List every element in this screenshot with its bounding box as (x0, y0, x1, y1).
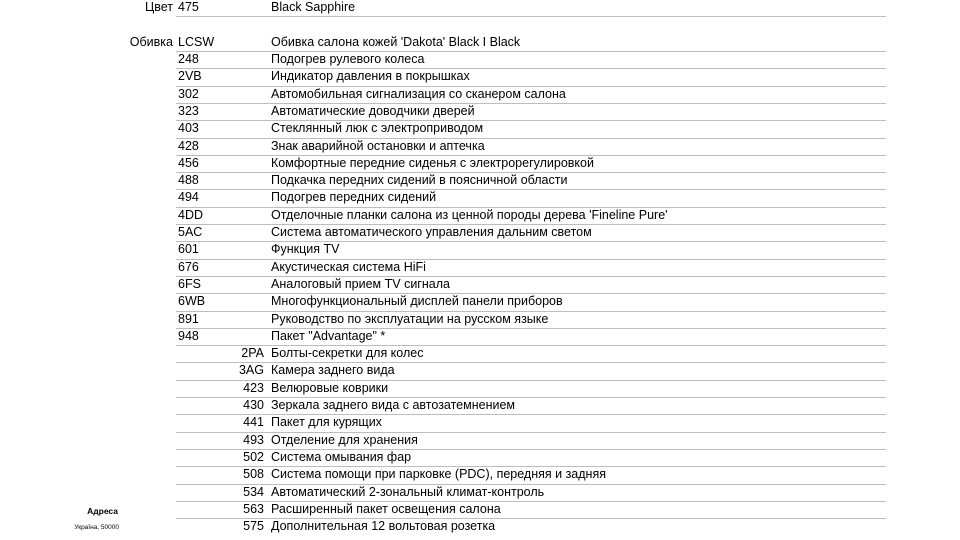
option-code: 4DD (178, 207, 204, 222)
option-code: 456 (178, 155, 199, 170)
package-item-row (0, 485, 960, 502)
package-item-row (0, 502, 960, 519)
option-desc: Комфортные передние сиденья с электрорегулировкой (271, 155, 594, 170)
option-desc: Автомобильная сигнализация со сканером салона (271, 86, 566, 101)
color-desc: Black Sapphire (271, 0, 356, 14)
package-item-row (0, 398, 960, 415)
package-item-desc: Зеркала заднего вида с автозатемнением (271, 398, 516, 412)
package-item-row (0, 433, 960, 450)
package-item-desc: Автоматический 2-зональный климат-контроль (271, 484, 545, 499)
color-label: Цвет (144, 0, 173, 14)
package-item-row (0, 467, 960, 484)
package-item-code: 575 (243, 519, 264, 534)
option-row (0, 139, 960, 156)
option-desc: Стеклянный люк с электроприводом (271, 121, 484, 136)
option-desc: Функция TV (271, 242, 340, 257)
option-code: 403 (178, 121, 199, 136)
package-item-code: 3AG (238, 363, 264, 378)
option-code: 6FS (178, 276, 201, 291)
package-item-code: 441 (243, 415, 264, 430)
option-desc: Акустическая система HiFi (271, 259, 426, 274)
option-code: 676 (178, 259, 199, 274)
option-code: 6WB (178, 294, 206, 309)
package-item-desc: Пакет для курящих (271, 415, 382, 430)
option-code: 5AC (178, 225, 203, 239)
upholstery-row (0, 35, 960, 52)
option-code: 601 (178, 242, 199, 257)
package-item-desc: Дополнительная 12 вольтовая розетка (271, 519, 496, 534)
option-row (0, 208, 960, 225)
option-code: 248 (178, 52, 199, 66)
option-row (0, 312, 960, 329)
option-desc: Система автоматического управления дальним светом (271, 225, 592, 239)
option-code: 891 (178, 311, 199, 326)
option-code: 2VB (178, 69, 202, 84)
address-title: Адреса (87, 506, 118, 516)
option-desc: Подкачка передних сидений в поясничной области (271, 173, 568, 188)
package-item-desc: Отделение для хранения (271, 432, 418, 447)
package-item-code: 2PA (241, 346, 264, 361)
package-item-code: 502 (243, 449, 264, 464)
package-item-row (0, 415, 960, 432)
package-item-code: 508 (243, 467, 264, 482)
option-desc: Индикатор давления в покрышках (271, 69, 470, 84)
package-item-desc: Болты-секретки для колес (271, 346, 424, 361)
package-item-desc: Система омывания фар (271, 449, 412, 464)
package-item-code: 423 (243, 380, 264, 395)
package-item-code: 493 (243, 432, 264, 447)
upholstery-code: LCSW (178, 35, 215, 49)
option-row (0, 87, 960, 104)
address-line: Україна, 50000 (74, 524, 119, 531)
option-row (0, 156, 960, 173)
option-code: 488 (178, 173, 199, 188)
option-row (0, 173, 960, 190)
upholstery-label: Обивка (129, 35, 173, 49)
option-desc: Автоматические доводчики дверей (271, 103, 475, 118)
option-desc: Многофункциональный дисплей панели приборов (271, 294, 563, 309)
option-row (0, 69, 960, 86)
package-item-row (0, 381, 960, 398)
package-item-row (0, 346, 960, 363)
option-code: 428 (178, 138, 199, 153)
package-item-desc: Система помощи при парковке (PDC), передняя и задняя (271, 467, 606, 482)
package-item-desc: Велюровые коврики (271, 380, 389, 395)
package-item-code: 534 (243, 484, 264, 499)
option-desc: Подогрев передних сидений (271, 190, 437, 205)
package-item-row (0, 519, 960, 536)
option-desc: Знак аварийной остановки и аптечка (271, 138, 485, 153)
upholstery-desc: Обивка салона кожей 'Dakota' Black I Black (271, 35, 521, 49)
option-code: 323 (178, 103, 199, 118)
option-code: 948 (178, 328, 199, 343)
package-item-desc: Расширенный пакет освещения салона (271, 501, 501, 516)
option-row (0, 329, 960, 346)
option-desc: Аналоговый прием TV сигнала (271, 276, 450, 291)
option-desc: Подогрев рулевого колеса (271, 52, 425, 66)
option-row (0, 242, 960, 259)
package-item-row (0, 450, 960, 467)
option-desc: Руководство по эксплуатации на русском языке (271, 311, 549, 326)
option-desc: Пакет "Advantage" * (271, 328, 386, 343)
option-code: 302 (178, 86, 199, 101)
option-row (0, 260, 960, 277)
option-row (0, 277, 960, 294)
option-desc: Отделочные планки салона из ценной породы дерева 'Fineline Pure' (271, 207, 668, 222)
package-item-row (0, 363, 960, 380)
package-item-code: 430 (243, 398, 264, 412)
option-row (0, 104, 960, 121)
option-row (0, 121, 960, 138)
option-row (0, 225, 960, 242)
option-code: 494 (178, 190, 199, 205)
package-item-desc: Камера заднего вида (271, 363, 395, 378)
option-row (0, 52, 960, 69)
package-item-code: 563 (243, 501, 264, 516)
row-divider (176, 16, 886, 17)
color-row (0, 0, 960, 17)
option-row (0, 294, 960, 311)
color-code: 475 (178, 0, 199, 14)
option-row (0, 190, 960, 207)
